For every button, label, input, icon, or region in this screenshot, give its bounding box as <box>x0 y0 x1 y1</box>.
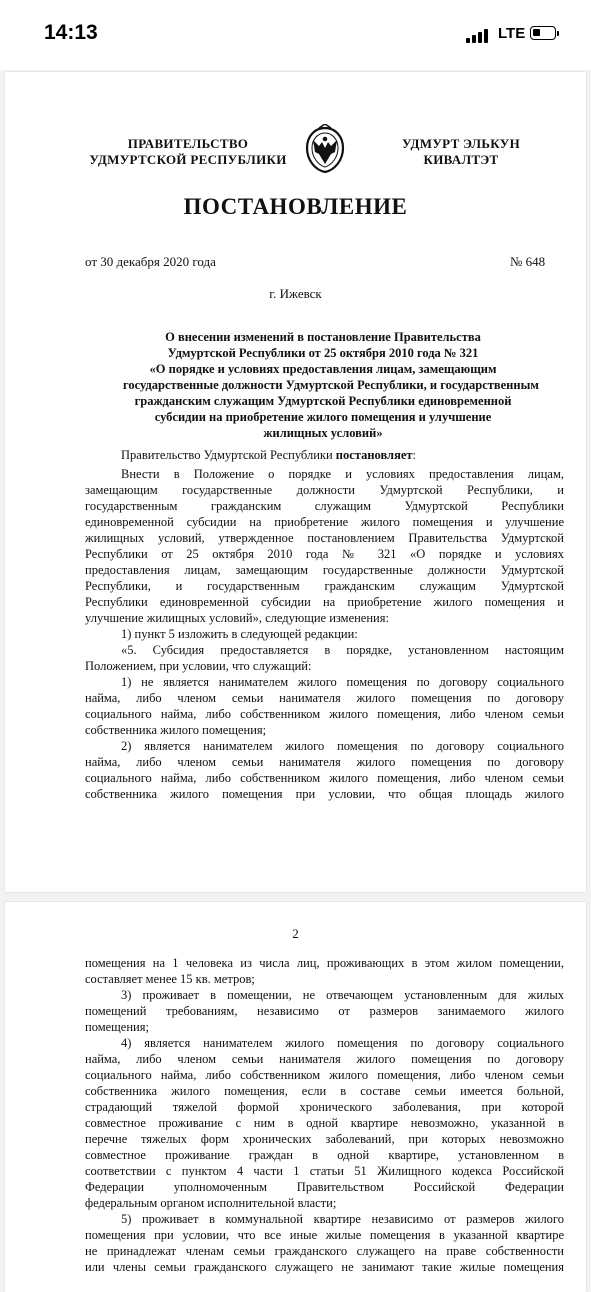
paragraph-line: перечне тяжелых форм хронических заболеваний, при которых невозможно <box>85 1132 564 1146</box>
paragraph-line: Республики от 25 октября 2010 года № 321 «О порядке и условиях <box>85 547 564 561</box>
header-right-line: УДМУРТ ЭЛЬКУН <box>402 136 520 151</box>
paragraph-line: социального найма, либо собственником жилого помещения, либо членом семьи <box>85 771 564 785</box>
decree-line <box>85 447 564 463</box>
paragraph-line: помещения на 1 человека из числа лиц, проживающих в этом жилом помещении, <box>85 956 564 970</box>
paragraph-line: 4) является нанимателем жилого помещения по договору социального <box>121 1036 564 1050</box>
header-left-line: ПРАВИТЕЛЬСТВО <box>127 136 249 151</box>
paragraph-line: найма, либо членом семьи нанимателя жилого помещения по договору <box>85 691 564 705</box>
paragraph-line: федеральным органом исполнительной власти; <box>85 1196 337 1210</box>
cellular-signal-icon <box>466 29 494 43</box>
battery-level-fill <box>533 29 540 36</box>
title-line: субсидии на приобретение жилого помещения и улучшение <box>154 410 492 424</box>
paragraph-line: государственным гражданским служащим Удмуртской Республики <box>85 499 564 513</box>
battery-icon <box>530 26 556 40</box>
paragraph-line: помещения при условии, что все иные жилые помещения в указанной квартире <box>85 1228 564 1242</box>
page-1-paragraphs <box>85 466 564 802</box>
paragraph-line: помещений требованиям, независимо от размеров занимаемого жилого <box>85 1004 564 1018</box>
status-time: 14:13 <box>44 21 98 44</box>
network-type-label: LTE <box>498 25 526 42</box>
header-right-line: КИВАЛТЭТ <box>423 152 499 167</box>
title-line: О внесении изменений в постановление Правительства <box>165 330 481 344</box>
paragraph-line: или члены семьи гражданского служащего не занимают такие жилые помещения <box>85 1260 564 1274</box>
header-left-line: УДМУРТСКОЙ РЕСПУБЛИКИ <box>89 152 287 167</box>
document-page-2[interactable] <box>5 902 586 1292</box>
document-date: от 30 декабря 2020 года <box>85 254 216 269</box>
paragraph-line: найма, либо членом семьи нанимателя жилого помещения по договору <box>85 755 564 769</box>
paragraph-line: страдающий тяжелой формой хронического заболевания, при которой <box>85 1100 564 1114</box>
udmurt-coat-of-arms-icon <box>301 124 349 174</box>
status-bar <box>0 0 591 70</box>
paragraph-line: социального найма, либо собственником жилого помещения, либо членом семьи <box>85 1068 564 1082</box>
paragraph-line: жилищных условий, утвержденное постановлением Правительства Удмуртской <box>85 531 564 545</box>
paragraph-line: совместное проживание граждан в одной квартире, установленном в <box>85 1148 564 1162</box>
paragraph-line: составляет менее 15 кв. метров; <box>85 972 255 986</box>
paragraph-line: собственника жилого помещения, если в составе семьи имеется больной, <box>85 1084 564 1098</box>
title-line: гражданским служащим Удмуртской Республики единовременной <box>134 394 512 408</box>
paragraph-line: 1) не является нанимателем жилого помещения по договору социального <box>121 675 564 689</box>
document-number: № 648 <box>510 254 546 269</box>
paragraph-line: Положением, при условии, что служащий: <box>85 659 312 673</box>
paragraph-line: собственника жилого помещения; <box>85 723 267 737</box>
document-subject-title <box>123 329 539 441</box>
paragraph-line: замещающим государственные должности Удмуртской Республики, и <box>85 483 564 497</box>
title-line: Удмуртской Республики от 25 октября 2010 года № 321 <box>167 346 479 360</box>
paragraph-line: совместное проживание с ним в одной квартире невозможно, указанной в <box>85 1116 564 1130</box>
paragraph-line: Внести в Положение о порядке и условиях предоставления лицам, <box>121 467 564 481</box>
paragraph-line: найма, либо членом семьи нанимателя жилого помещения по договору <box>85 1052 564 1066</box>
decree-verb: постановляет <box>335 448 413 462</box>
paragraph-line: собственника жилого помещения при условии, что общая площадь жилого <box>85 787 564 801</box>
paragraph-line: Федерации уполномоченным Правительством Российской Федерации <box>85 1180 564 1194</box>
paragraph-line: 2) является нанимателем жилого помещения по договору социального <box>121 739 564 753</box>
document-body-page-1 <box>85 447 564 802</box>
decree-prefix: Правительство Удмуртской Республики <box>121 448 336 462</box>
paragraph-line: не принадлежат членам семьи гражданского служащего на праве собственности <box>85 1244 564 1258</box>
paragraph-line: Республики, и государственным гражданским служащим Удмуртской <box>85 579 564 593</box>
header-left <box>83 136 293 168</box>
document-city: г. Ижевск <box>269 286 322 301</box>
paragraph-line: улучшение жилищных условий», следующие изменения: <box>85 611 389 625</box>
paragraph-line: 3) проживает в помещении, не отвечающем установленным для жилых <box>121 988 564 1002</box>
title-line: жилищных условий» <box>263 426 383 440</box>
paragraph-line: 5) проживает в коммунальной квартире независимо от размеров жилого <box>121 1212 564 1226</box>
page-2-paragraphs <box>85 955 564 1275</box>
paragraph-line: социального найма, либо собственником жилого помещения, либо членом семьи <box>85 707 564 721</box>
paragraph-line: помещения; <box>85 1020 149 1034</box>
document-page-1[interactable] <box>5 72 586 892</box>
page-number: 2 <box>292 926 299 941</box>
header-right <box>361 136 561 168</box>
paragraph-line: соответствии с пунктом 4 части 1 статьи 51 Жилищного кодекса Российской <box>85 1164 564 1178</box>
paragraph-line: единовременной субсидии на приобретение жилого помещения и улучшение <box>85 515 564 529</box>
paragraph-line: «5. Субсидия предоставляется в порядке, установленном настоящим <box>121 643 564 657</box>
decree-suffix: : <box>412 448 416 462</box>
paragraph-line: предоставления лицам, замещающим государственные должности Удмуртской <box>85 563 564 577</box>
paragraph-line: Республики единовременной субсидии на приобретение жилого помещения и <box>85 595 564 609</box>
title-line: государственные должности Удмуртской Республики, и государственным <box>123 378 539 392</box>
document-body-page-2 <box>85 955 564 1275</box>
paragraph-line: 1) пункт 5 изложить в следующей редакции: <box>121 627 358 641</box>
document-type-title: ПОСТАНОВЛЕНИЕ <box>183 194 408 219</box>
title-line: «О порядке и условиях предоставления лицам, замещающим <box>149 362 497 376</box>
